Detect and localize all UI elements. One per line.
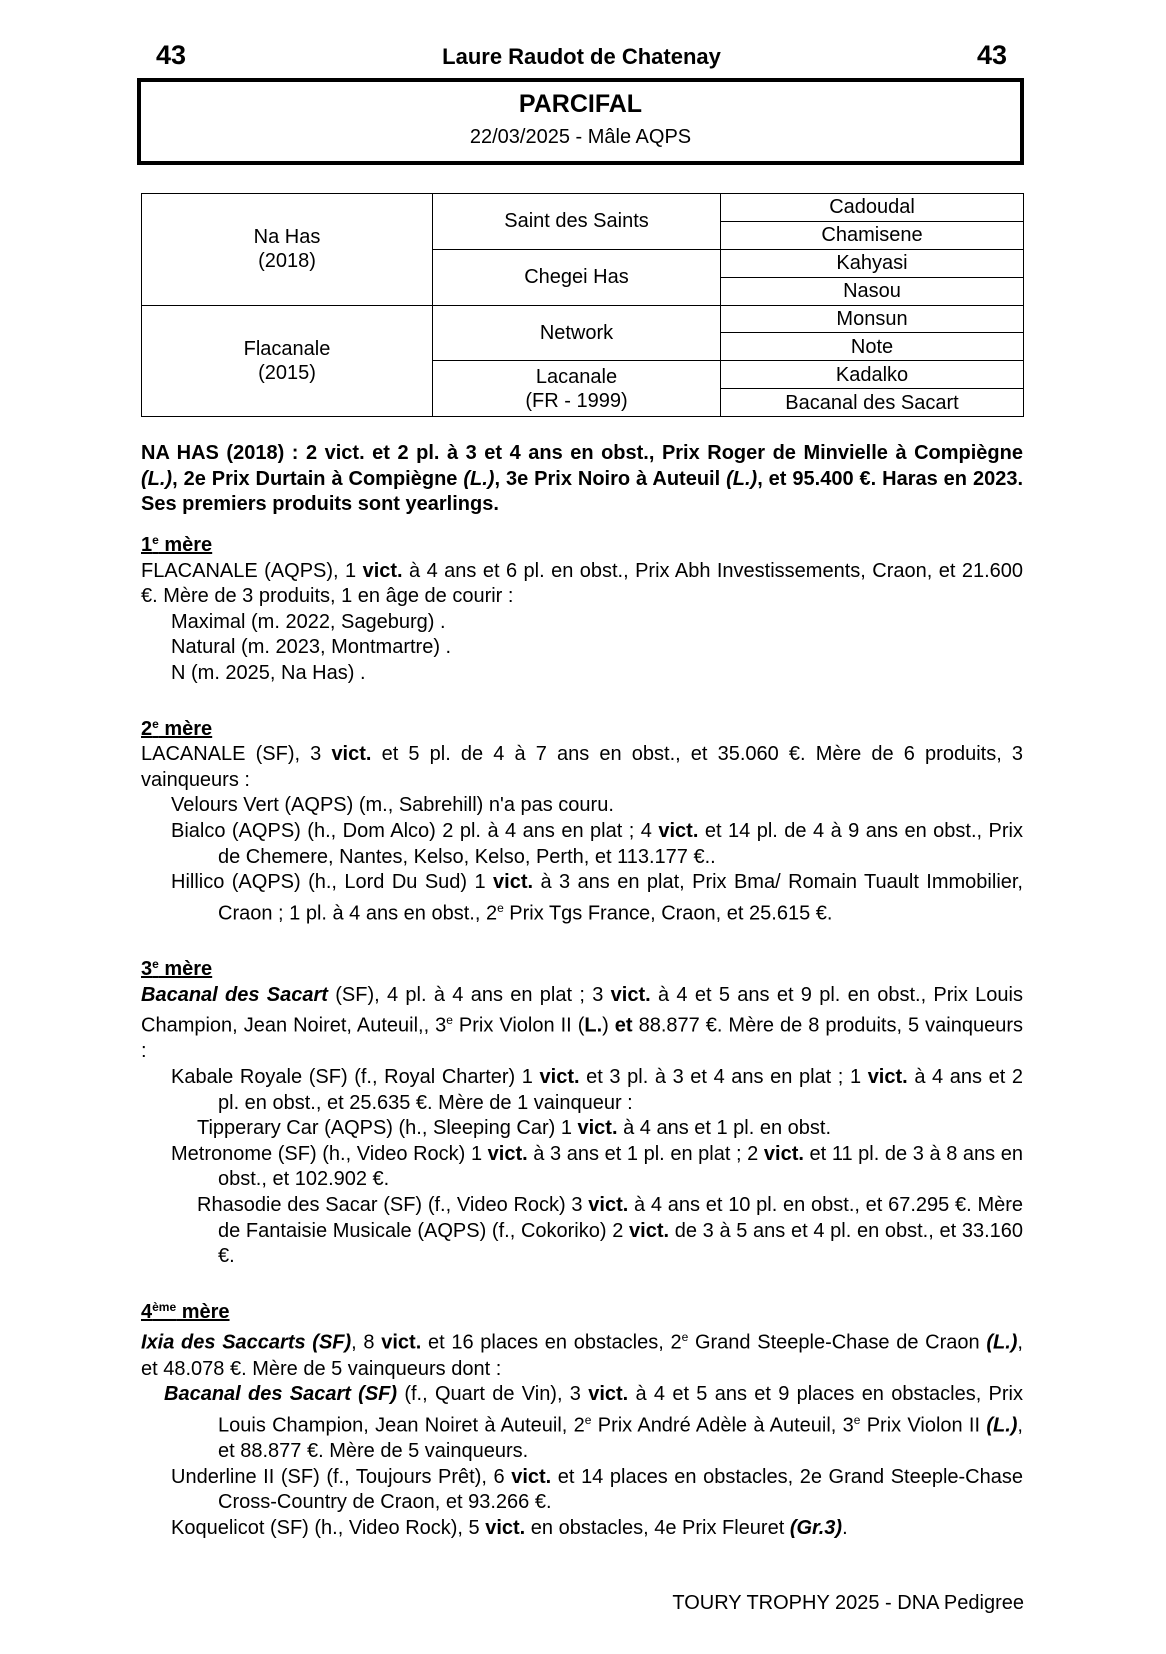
produce-item: Koquelicot (SF) (h., Video Rock), 5 vict. en obstacles, 4e Prix Fleuret (Gr.3).: [171, 1516, 848, 1539]
page-footer: TOURY TROPHY 2025 - DNA Pedigree: [672, 1592, 1024, 1614]
pedigree-dam-dam: Lacanale (FR - 1999): [433, 361, 721, 417]
lot-number-right: 43: [976, 40, 1007, 70]
dam-entry: LACANALE (SF), 3 vict. et 5 pl. de 4 à 7 ans en obst., et 35.060 €. Mère de 6 produits, 3 vainqueurs :: [141, 743, 1023, 791]
owner-name: Laure Raudot de Chatenay: [442, 44, 721, 69]
produce-item: Velours Vert (AQPS) (m., Sabrehill) n'a pas couru.: [171, 794, 614, 817]
produce-item: Hillico (AQPS) (h., Lord Du Sud) 1 vict. à 3 ans en plat, Prix Bma/ Romain Tuault Immobilier, Craon ; 1 pl. à 4 ans en obst., 2e Prix Tgs France, Craon, et 25.615 €.: [171, 871, 1023, 925]
section-third-dam: [141, 952, 1023, 1270]
dam-entry: FLACANALE (AQPS), 1 vict. à 4 ans et 6 pl. en obst., Prix Abh Investissements, Craon, et 21.600 €. Mère de 3 produits, 1 en âge de courir :: [141, 559, 1023, 608]
pedigree-table: [141, 193, 1024, 417]
section-first-dam: [141, 528, 1023, 687]
sire-note: NA HAS (2018) : 2 vict. et 2 pl. à 3 et 4 ans en obst., Prix Roger de Minvielle à Compiègne (L.), 2e Prix Durtain à Compiègne (L.), 3e Prix Noiro à Auteuil (L.), et 95.400 €. Haras en 2023. Ses premiers produits sont yearlings.: [141, 442, 1024, 516]
section-heading: 1e mère: [141, 533, 213, 556]
horse-name: PARCIFAL: [518, 90, 643, 118]
dam-entry: Ixia des Saccarts (SF), 8 vict. et 16 places en obstacles, 2e Grand Steeple-Chase de Craon (L.), et 48.078 €. Mère de 5 vainqueurs dont :: [141, 1330, 1023, 1380]
produce-item: Underline II (SF) (f., Toujours Prêt), 6 vict. et 14 places en obstacles, 2e Grand Steeple-Chase Cross-Country de Craon, et 93.266 €.: [171, 1465, 1023, 1514]
produce-item: Tipperary Car (AQPS) (h., Sleeping Car) 1 vict. à 4 ans et 1 pl. en obst.: [197, 1117, 832, 1140]
lot-number-left: 43: [156, 40, 187, 70]
pedigree-ggp: Bacanal des Sacart: [721, 389, 1024, 417]
pedigree-ggp: Chamisene: [721, 221, 1024, 249]
pedigree-ggp: Kadalko: [721, 361, 1024, 389]
page-header: [138, 40, 1025, 74]
section-second-dam: [141, 712, 1023, 927]
produce-item: Kabale Royale (SF) (f., Royal Charter) 1 vict. et 3 pl. à 3 et 4 ans en plat ; 1 vict. à 4 ans et 2 pl. en obst., et 25.635 €. Mère de 1 vainqueur :: [171, 1066, 1023, 1114]
section-fourth-dam: [141, 1295, 1023, 1542]
section-heading: 2e mère: [141, 716, 213, 740]
section-heading: 4ème mère: [141, 1299, 230, 1323]
pedigree-ggp: Cadoudal: [721, 194, 1024, 222]
produce-item: Bialco (AQPS) (h., Dom Alco) 2 pl. à 4 ans en plat ; 4 vict. et 14 pl. de 4 à 9 ans en obst., Prix de Chemere, Nantes, Kelso, Kelso, Perth, et 113.177 €..: [171, 819, 1023, 868]
produce-item: Rhasodie des Sacar (SF) (f., Video Rock) 3 vict. à 4 ans et 10 pl. en obst., et 67.295 €. Mère de Fantaisie Musicale (AQPS) (f., Cokoriko) 2 vict. de 3 à 5 ans et 4 pl. en obst., et 33.160 €.: [197, 1193, 1024, 1268]
produce-item: Maximal (m. 2022, Sageburg) .: [171, 610, 446, 633]
produce-item: Metronome (SF) (h., Video Rock) 1 vict. à 3 ans et 1 pl. en plat ; 2 vict. et 11 pl. de 3 à 8 ans en obst., et 102.902 €.: [171, 1142, 1024, 1191]
pedigree-ggp: Nasou: [721, 277, 1024, 305]
pedigree-ggp: Kahyasi: [721, 249, 1024, 277]
pedigree-sire-sire: Saint des Saints: [433, 194, 721, 250]
pedigree-ggp: Note: [721, 333, 1024, 361]
family-sections: [141, 528, 1023, 1541]
pedigree-dam-sire: Network: [433, 305, 721, 361]
pedigree-ggp: Monsun: [721, 305, 1024, 333]
produce-item: Bacanal des Sacart (SF) (f., Quart de Vin), 3 vict. à 4 et 5 ans et 9 places en obstacles, Prix Louis Champion, Jean Noiret à Auteuil, 2e Prix André Adèle à Auteuil, 3e Prix Violon II (L.), et 88.877 €. Mère de 5 vainqueurs.: [164, 1383, 1023, 1463]
produce-item: N (m. 2025, Na Has) .: [171, 661, 366, 684]
horse-details: 22/03/2025 - Mâle AQPS: [469, 126, 692, 148]
pedigree-sire: Na Has (2018): [142, 194, 433, 306]
pedigree-sire-dam: Chegei Has: [433, 249, 721, 305]
produce-item: Natural (m. 2023, Montmartre) .: [171, 636, 452, 659]
section-heading: 3e mère: [141, 956, 213, 980]
horse-title-box: [137, 78, 1024, 165]
dam-entry: Bacanal des Sacart (SF), 4 pl. à 4 ans en plat ; 3 vict. à 4 et 5 ans et 9 pl. en obst., Prix Louis Champion, Jean Noiret, Auteuil,, 3e Prix Violon II (L.) et 88.877 €. Mère de 8 produits, 5 vainqueurs :: [141, 983, 1023, 1063]
pedigree-dam: Flacanale (2015): [142, 305, 433, 417]
